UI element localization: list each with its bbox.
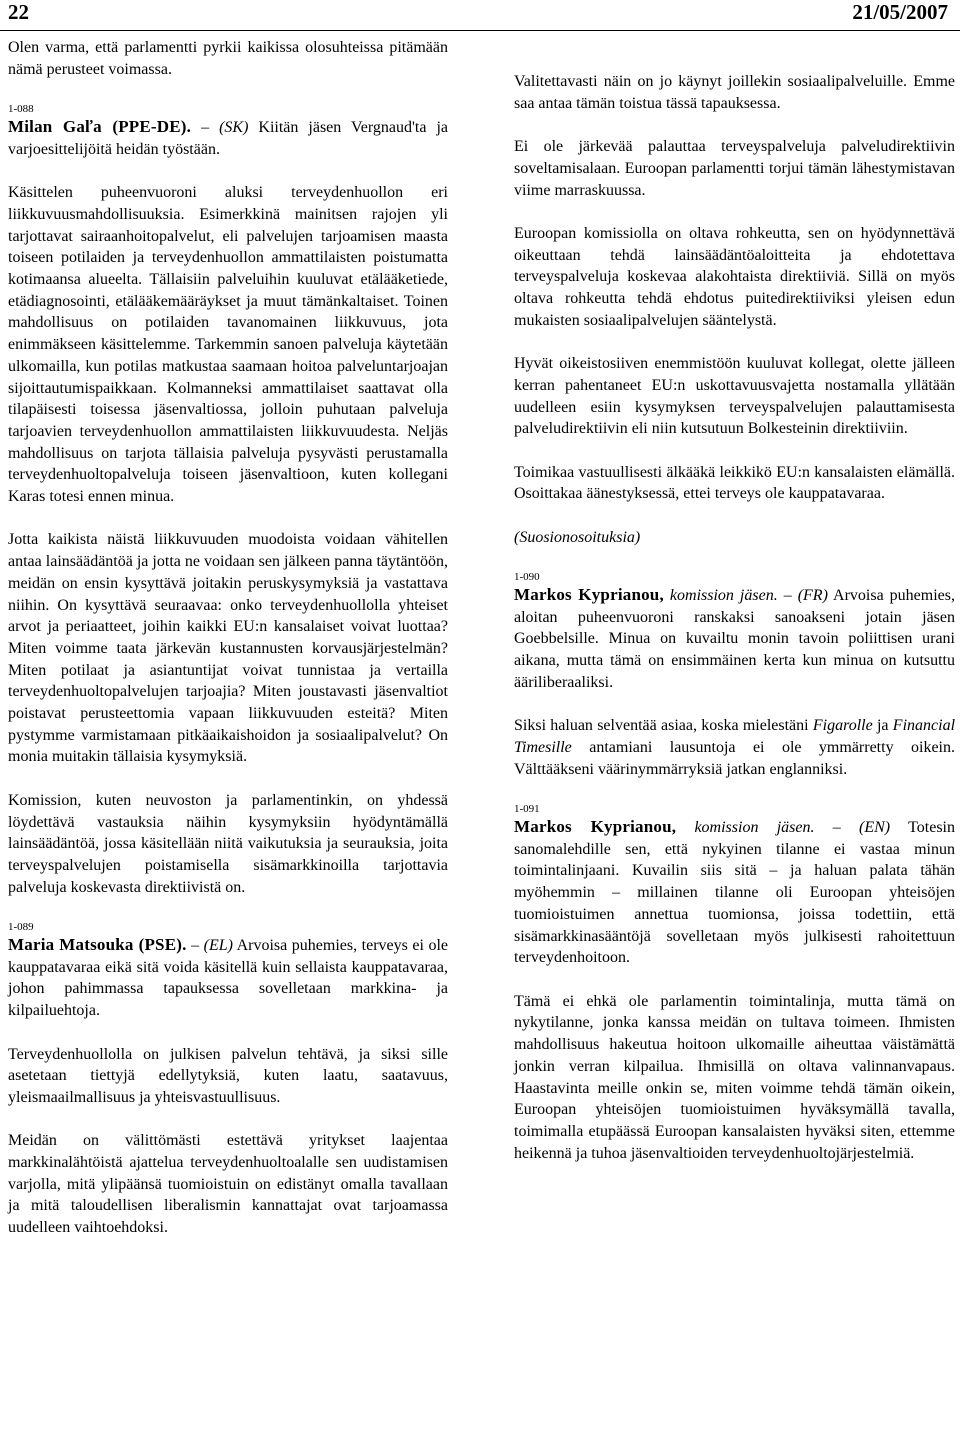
paragraph: Meidän on välittömästi estettävä yritykset laajentaa markkinalähtöistä ajattelua terveydenhuoltoalalle sen uudistamisen varjolla, mitä ylipäänsä tuomioistuin on edistänyt omalla tavallaan ja mitä taloudellisen liberalismin kannattajat ovat tarjoamassa uudelleen vaihtoehdoksi. bbox=[8, 1132, 448, 1237]
paragraph: Valitettavasti näin on jo käynyt joillekin sosiaalipalveluille. Emme saa antaa tämän toistua tässä tapauksessa. bbox=[514, 73, 955, 112]
speaker-role: komission jäsen. bbox=[676, 819, 815, 837]
speaker-name: Maria Matsouka (PSE). bbox=[8, 935, 187, 955]
paragraph: Terveydenhuollolla on julkisen palvelun tehtävä, ja siksi sille asetetaan tiettyjä edellytyksiä, kuten laatu, saatavuus, yleismaailmallisuus ja yhteisvastuullisuus. bbox=[8, 1045, 448, 1106]
dash: – bbox=[191, 119, 220, 137]
dash: – bbox=[777, 587, 798, 605]
header-rule bbox=[0, 30, 960, 31]
speaker-name: Markos Kyprianou, bbox=[514, 817, 677, 837]
paragraph: Tämä ei ehkä ole parlamentin toimintalinja, mutta tämä on nykytilanne, jonka kanssa meidän on tultava toimeen. Ihmisten mahdollisuus hakeutua hoitoon ulkomaille aiheuttaa väistämättä jonkin verran kilpailua. Ihmisillä on oltava valinnanvapaus. Haastavinta meille onkin se, miten voimme tehdä tämän oikein, Euroopan yhteisöjen tuomioistuimen hyväksymällä tavalla, toimimalla etupäässä Euroopan kansalaisten hyväksi siten, ettemme heikennä ja tuhoa jäsenvaltioiden terveydenhuoltojärjestelmiä. bbox=[514, 992, 955, 1162]
paragraph: Hyvät oikeistosiiven enemmistöön kuuluvat kollegat, olette jälleen kerran pahentaneet EU:n uskottavuusvajetta nostamalla yllätään uudelleen esiin kysymyksen terveyspalvelujen palauttamisesta palveludirektiivin eli niin kutsutuun Bolkesteinin direktiiviin. bbox=[514, 355, 955, 438]
speech-id: 1-088 bbox=[8, 103, 34, 116]
text-run: ja bbox=[872, 717, 893, 735]
speaker-role: komission jäsen. bbox=[663, 587, 778, 605]
text-run: antamiani lausuntoja ei ole ymmärretty oikein. Välttääkseni väärinymmärryksiä jatkan englanniksi. bbox=[514, 738, 955, 778]
right-column bbox=[514, 71, 955, 1164]
language-tag: (FR) bbox=[797, 587, 828, 605]
paragraph: Jotta kaikista näistä liikkuvuuden muodoista voidaan vähitellen antaa lainsäädäntöä ja jotta ne voidaan sen jälkeen panna täytäntöön, meidän on ensin kysyttävä joitakin peruskysymyksiä ja vastattava niihin. On kysyttävä seuraavaa: onko terveydenhuollolla yhteiset arvot ja periaatteet, joihin kaikki EU:n kansalaiset voivat luottaa? Miten voimme taata järkevän kustannusten korvausjärjestelmän? Miten potilaat ja asiantuntijat voivat tunnistaa ja vertailla terveydenhuoltopalvelujen tarjoajia? Miten joustavasti jäsenvaltiot poistavat perusteettomia vapaan liikkuvuuden esteitä? Miten pystymme varmistamaan pitkäaikaishoidon ja sosiaalipalvelut? On monia muitakin tällaisia kysymyksiä. bbox=[8, 531, 448, 766]
speech-text: Arvoisa puhemies, terveys ei ole kauppatavaraa eikä sitä voida käsitellä kuin sellaista kauppatavaraa, johon pahimmassa tapauksessa sovelletaan markkina- ja kilpailuehtoja. bbox=[8, 937, 448, 1020]
speech-text: Arvoisa puhemies, aloitan puheenvuoroni ranskaksi sanoakseni jotain jäsen Goebbelsille. Minua on kuvailtu monin tavoin poliittisen urani aikana, mutta tämä on ensimmäinen kerta kun minua on kutsuttu ääriliberaaliksi. bbox=[514, 587, 955, 691]
speech-text: Kiitän jäsen Vergnaud'ta ja varjoesittelijöitä heidän työstään. bbox=[8, 119, 448, 158]
dash: – bbox=[186, 937, 204, 955]
paragraph: Euroopan komissiolla on oltava rohkeutta, sen on hyödynnettävä oikeuttaan tehdä lainsäädäntöaloitteita ja ehdotettava terveyspalveluja koskevaa alakohtaista direktiiviä. Sillä on myös oltava rohkeutta tehdä ehdotus puitedirektiiviksi yleisen edun mukaisten sosiaalipalvelujen sääntelystä. bbox=[514, 224, 955, 329]
language-tag: (SK) bbox=[219, 119, 249, 137]
speaker-name: Milan Gaľa (PPE-DE). bbox=[8, 117, 192, 137]
paragraph: Olen varma, että parlamentti pyrkii kaikissa olosuhteissa pitämään nämä perusteet voimassa. bbox=[8, 39, 448, 78]
speech-kyprianou-fr bbox=[514, 584, 955, 694]
speech-id: 1-089 bbox=[8, 921, 34, 934]
language-tag: (EN) bbox=[859, 819, 891, 837]
text-run-italic: Figarolle bbox=[812, 717, 873, 735]
paragraph: Toimikaa vastuullisesti älkääkä leikkikö EU:n kansalaisten elämällä. Osoittakaa äänestyksessä, ettei terveys ole kauppatavaraa. bbox=[514, 463, 955, 503]
text-run: Siksi haluan selventää asiaa, koska mielestäni bbox=[514, 717, 813, 735]
page-number: 22 bbox=[8, 0, 29, 24]
paragraph bbox=[514, 715, 955, 780]
paragraph: Komission, kuten neuvoston ja parlamentinkin, on yhdessä löydettävä vastauksia näihin kysymyksiin hyödyntämällä lainsäädäntöä, jossa käsitellään niitä vaikutuksia ja seurauksia, joita terveyspalvelujen poistamisella sisämarkkinoilla tarjottavia palveluja koskevasta direktiivistä on. bbox=[8, 791, 448, 896]
applause-note: (Suosionosoituksia) bbox=[514, 528, 641, 546]
paragraph: Ei ole järkevää palauttaa terveyspalveluja palveludirektiivin soveltamisalaan. Euroopan parlamentti torjui tämän lähestymistavan viime marraskuussa. bbox=[514, 138, 955, 199]
language-tag: (EL) bbox=[203, 937, 233, 955]
text-run-italic: Financial Timesille bbox=[514, 717, 956, 756]
speech-milan-gala bbox=[8, 116, 448, 160]
speech-id: 1-090 bbox=[514, 571, 540, 584]
page-date: 21/05/2007 bbox=[852, 0, 948, 24]
speech-maria-matsouka bbox=[8, 934, 448, 1022]
speech-kyprianou-en bbox=[514, 816, 955, 969]
speech-text: Totesin sanomalehdille sen, että nykyinen tilanne ei vastaa minun toimintalinjaani. Kuvailin siis sitä – ja haluan palata tähän myöhemmin – millainen tilanne oli Euroopan yhteisöjen tuomioistuimen annettua tuomionsa, joissa todettiin, että sisämarkkinasääntöjä sovelletaan myös julkisesti rahoitettuun terveydenhoitoon. bbox=[514, 819, 955, 967]
dash: – bbox=[814, 819, 860, 837]
paragraph: Käsittelen puheenvuoroni aluksi terveydenhuollon eri liikkuvuusmahdollisuuksia. Esimerkkinä mainitsen rajojen yli tarjottavat sairaanhoitopalvelut, eli palvelujen tarjoamisen maasta toiseen potilaiden ja terveydenhuollon ammattilaisten poistumatta kotimaansa alueelta. Tällaisiin palveluihin kuuluvat etälääketiede, etädiagnosointi, etälääkemääräykset ja muut tämänkaltaiset. Toinen mahdollisuus on potilaiden tavanomainen liikkuvuus, jota enimmäkseen käsittelemme. Tarkemmin sanoen palveluja käytetään ulkomailla, kun potilas matkustaa saamaan hoitoa palveluntarjoajan sijoittautumispaikkaan. Kolmanneksi ammattilaiset saattavat olla tilapäisesti toisessa jäsenvaltiossa, jolloin puhutaan palveluja tarjoavien terveydenhuollon ammattilaisten liikkuvuudesta. Neljäs mahdollisuus on tarjota tällaisia palveluja pysyvästi perustamalla terveydenhuoltopalveluja toiseen jäsenvaltioon, kuten kollegani Karas totesi ennen minua. bbox=[8, 184, 448, 506]
speech-id: 1-091 bbox=[514, 803, 540, 816]
left-column bbox=[8, 37, 448, 1239]
speaker-name: Markos Kyprianou, bbox=[514, 585, 664, 605]
